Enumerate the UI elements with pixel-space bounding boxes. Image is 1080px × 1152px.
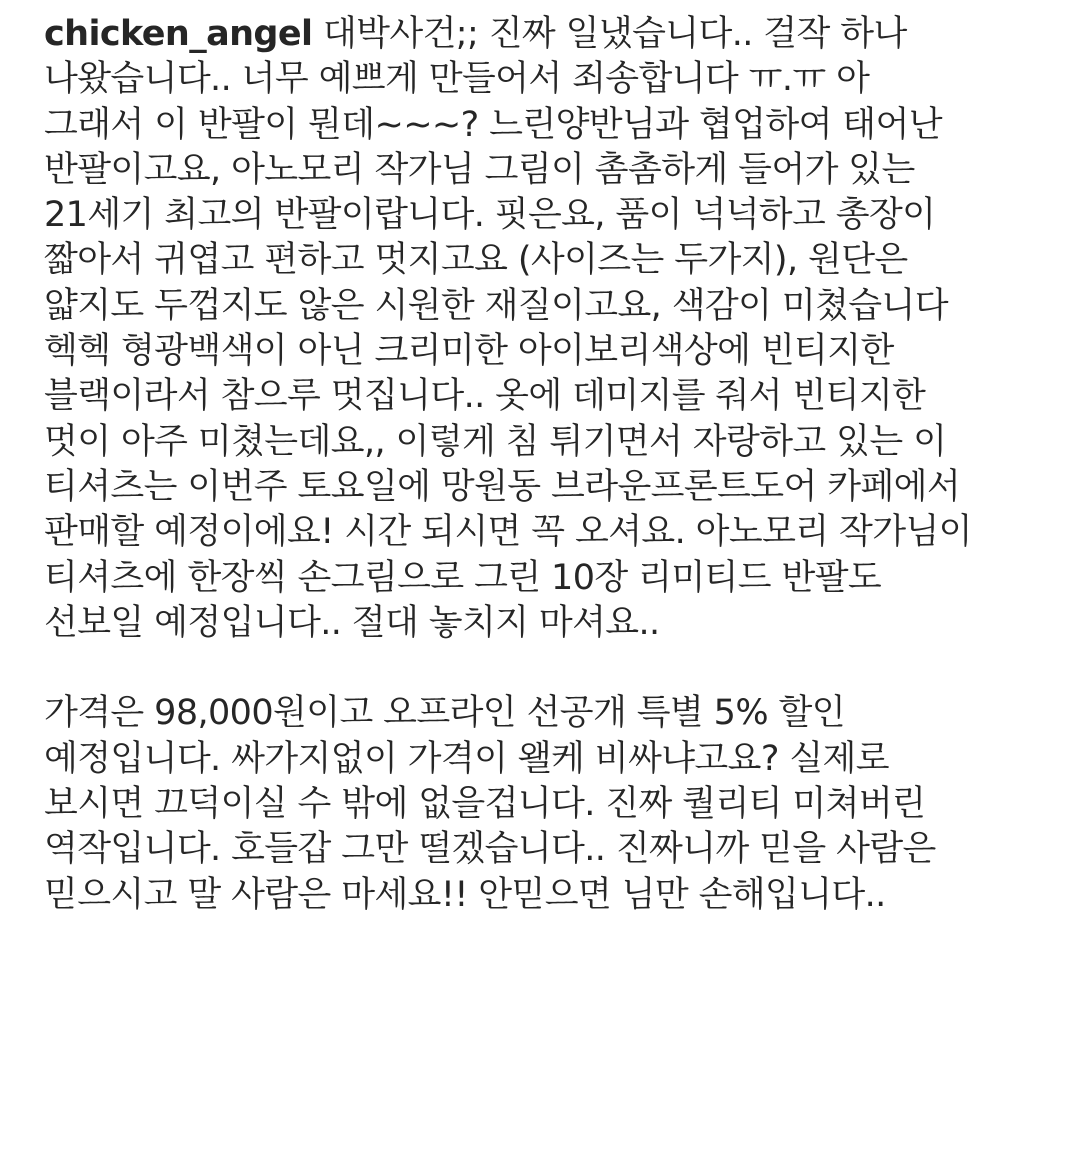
post-caption [44, 12, 1054, 918]
caption-line: 21세기 최고의 반팔이랍니다. 핏은요, 품이 넉넉하고 총장이 [44, 195, 936, 236]
caption-line: 가격은 98,000원이고 오프라인 선공개 특별 5% 할인 [44, 693, 845, 734]
caption-line: 티셔츠에 한장씩 손그림으로 그린 10장 리미티드 반팔도 [44, 557, 882, 598]
caption-line: 블랙이라서 참으루 멋집니다.. 옷에 데미지를 줘서 빈티지한 [44, 376, 926, 417]
caption-line: 나왔습니다.. 너무 예쁘게 만들어서 죄송합니다 ㅠ.ㅠ 아 [44, 59, 870, 100]
caption-line: 헥헥 형광백색이 아닌 크리미한 아이보리색상에 빈티지한 [44, 331, 894, 372]
caption-line: 티셔츠는 이번주 토요일에 망원동 브라운프론트도어 카페에서 [44, 466, 961, 507]
caption-line [44, 12, 1054, 57]
paragraph-break [44, 646, 1054, 691]
caption-line: 역작입니다. 호들갑 그만 떨겠습니다.. 진짜니까 믿을 사람은 [44, 829, 936, 870]
caption-line: 그래서 이 반팔이 뭔데~~~? 느린양반님과 협업하여 태어난 [44, 104, 942, 145]
caption-line: 짧아서 귀엽고 편하고 멋지고요 (사이즈는 두가지), 원단은 [44, 240, 908, 281]
caption-line: 얇지도 두껍지도 않은 시원한 재질이고요, 색감이 미쳤습니다 [44, 285, 948, 326]
username-link[interactable]: chicken_angel [44, 14, 313, 54]
caption-line: 반팔이고요, 아노모리 작가님 그림이 촘촘하게 들어가 있는 [44, 149, 915, 190]
caption-line: 보시면 끄덕이실 수 밖에 없을겁니다. 진짜 퀄리티 미쳐버린 [44, 784, 926, 825]
caption-line: 예정입니다. 싸가지없이 가격이 왤케 비싸냐고요? 실제로 [44, 738, 889, 779]
caption-line: 멋이 아주 미쳤는데요,, 이렇게 침 튀기면서 자랑하고 있는 이 [44, 421, 947, 462]
caption-text: 대박사건;; 진짜 일냈습니다.. 걸작 하나 [312, 14, 907, 54]
caption-line: 판매할 예정이에요! 시간 되시면 꼭 오셔요. 아노모리 작가님이 [44, 512, 972, 553]
caption-line: 선보일 예정입니다.. 절대 놓치지 마셔요.. [44, 602, 660, 643]
caption-line: 믿으시고 말 사람은 마세요!! 안믿으면 님만 손해입니다.. [44, 874, 886, 915]
